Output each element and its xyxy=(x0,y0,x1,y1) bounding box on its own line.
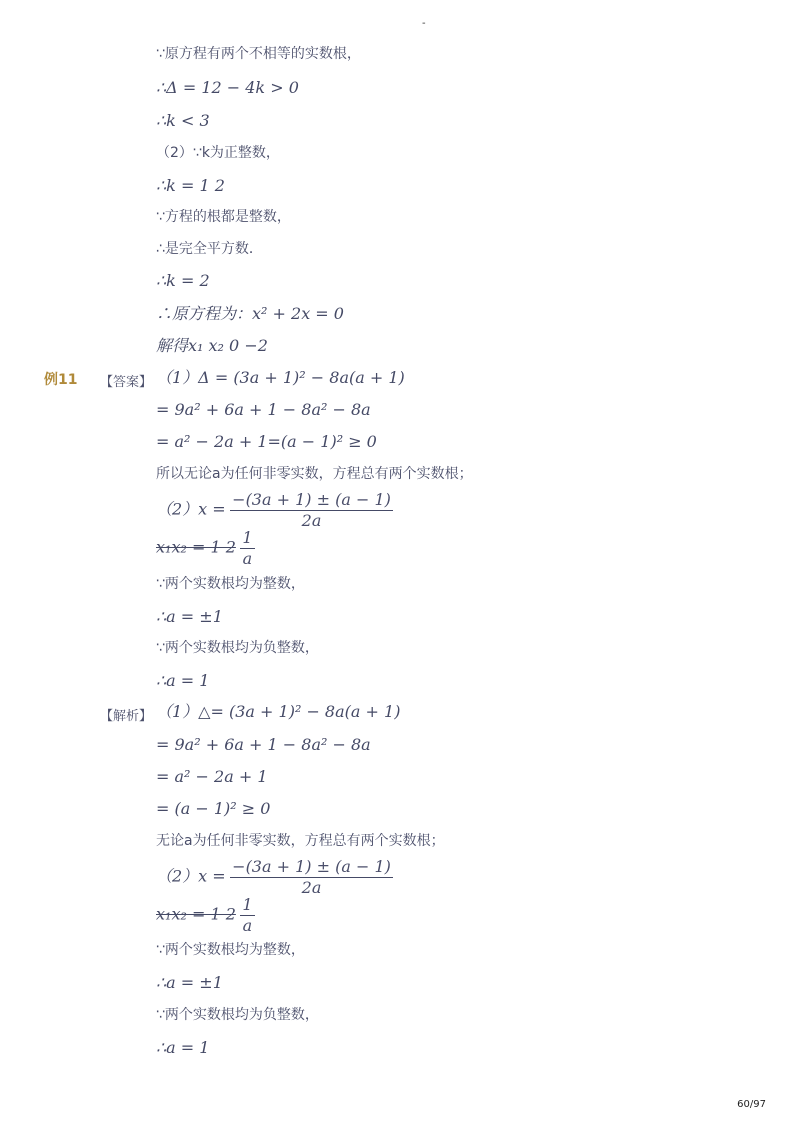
example-number: 例11 xyxy=(44,372,78,388)
text-line: ∵两个实数根均为负整数， xyxy=(156,1007,319,1023)
fraction-line xyxy=(156,895,255,936)
text-line: （2）∵k为正整数， xyxy=(156,145,280,161)
analysis-label: 【解析】 xyxy=(100,709,153,724)
fraction-denominator: a xyxy=(240,548,254,569)
text-line: ∴是完全平方数． xyxy=(156,241,263,257)
math-line: ∴Δ = 12 − 4k > 0 xyxy=(156,78,299,97)
math-line: ∴k < 3 xyxy=(156,111,210,130)
math-line: = 9a² + 6a + 1 − 8a² − 8a xyxy=(156,735,371,754)
text-line: ∵两个实数根均为整数， xyxy=(156,576,305,592)
fraction xyxy=(230,857,393,898)
fraction xyxy=(230,490,393,531)
fraction-line xyxy=(156,528,255,569)
fraction-prefix: x₁x₂ = 1 2 xyxy=(156,537,236,557)
math-line: ∴a = 1 xyxy=(156,1038,210,1057)
math-line: = (a − 1)² ≥ 0 xyxy=(156,799,271,818)
math-line: 解得x₁ x₂ 0 −2 xyxy=(156,336,268,355)
fraction-prefix: （2）x = xyxy=(156,866,226,886)
page-number: 60/97 xyxy=(737,1099,766,1110)
top-mark: - xyxy=(422,18,426,29)
fraction-numerator: 1 xyxy=(242,895,253,914)
text-line: ∵原方程有两个不相等的实数根， xyxy=(156,46,361,62)
fraction-denominator: 2a xyxy=(230,877,393,898)
math-line: = 9a² + 6a + 1 − 8a² − 8a xyxy=(156,400,371,419)
text-line: ∵方程的根都是整数， xyxy=(156,209,291,225)
fraction-denominator: a xyxy=(240,915,254,936)
fraction xyxy=(240,895,254,936)
fraction xyxy=(240,528,254,569)
text-line: 无论a为任何非零实数，方程总有两个实数根； xyxy=(156,833,445,849)
math-line: = a² − 2a + 1=(a − 1)² ≥ 0 xyxy=(156,432,377,451)
math-line: ∴k = 2 xyxy=(156,271,210,290)
text-line: ∵两个实数根均为负整数， xyxy=(156,640,319,656)
math-line: （1）△= (3a + 1)² − 8a(a + 1) xyxy=(156,702,401,721)
math-line: （1）Δ = (3a + 1)² − 8a(a + 1) xyxy=(156,368,405,387)
text-line: ∵两个实数根均为整数， xyxy=(156,942,305,958)
fraction-numerator: 1 xyxy=(242,528,253,547)
fraction-denominator: 2a xyxy=(230,510,393,531)
math-line: ∴a = ±1 xyxy=(156,607,223,626)
text-line: 所以无论a为任何非零实数，方程总有两个实数根； xyxy=(156,466,473,482)
math-line: = a² − 2a + 1 xyxy=(156,767,268,786)
answer-label: 【答案】 xyxy=(100,375,153,390)
math-line: ∴a = ±1 xyxy=(156,973,223,992)
math-line: ∴a = 1 xyxy=(156,671,210,690)
fraction-line xyxy=(156,857,393,898)
fraction-numerator: −(3a + 1) ± (a − 1) xyxy=(232,490,391,509)
math-line: ∴原方程为：x² + 2x = 0 xyxy=(156,304,344,323)
fraction-numerator: −(3a + 1) ± (a − 1) xyxy=(232,857,391,876)
fraction-prefix: （2）x = xyxy=(156,499,226,519)
math-line: ∴k = 1 2 xyxy=(156,176,225,195)
fraction-prefix: x₁x₂ = 1 2 xyxy=(156,904,236,924)
fraction-line xyxy=(156,490,393,531)
